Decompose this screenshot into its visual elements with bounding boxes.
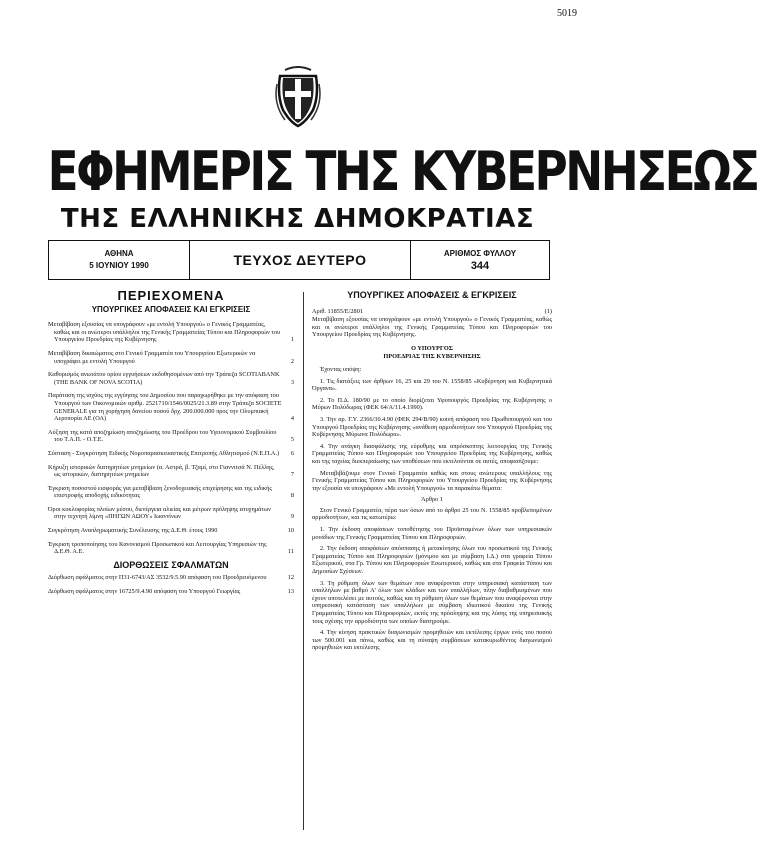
recital-paragraph: 1. Τις διατάξεις των άρθρων 16, 25 και 29 του Ν. 1558/85 «Κυβέρνηση και Κυβερνητικά Όργανα». bbox=[312, 377, 552, 393]
contents-item-text: Κήρυξη ιστορικών διατηρητέων μνημείων (α. Αστρά, β. Τζαμί, στο Γιαννιτσά Ν. Πέλλης, ως ιστορικών, διατηρητέων μνημείων bbox=[48, 463, 275, 479]
contents-item bbox=[48, 485, 294, 500]
recital-paragraph: 2. Το Π.Δ. 180/90 με το οποίο διορίζεται Υφυπουργός Προεδρίας της Κυβέρνησης ο Μύρων Πολύδωρας (ΦΕΚ 64/Α/11.4.1990). bbox=[312, 396, 552, 412]
article-heading: Άρθρο 1 bbox=[421, 496, 443, 504]
contents-title: ΠΕΡΙΕΧΟΜΕΝΑ bbox=[117, 288, 225, 303]
recital-paragraph: 4. Την ανάγκη διασφάλισης της εύρυθμης και απρόσκοπτης λειτουργίας της Γενικής Γραμματείας Τύπου και Πληροφοριών του Υπουργείου Προεδρίας της Κυβέρνησης, καθώς και της ταχείας διεκπεραίωσης των υποθέσεων που εκτελούνται σε αυτές, αποφασίζουμε: bbox=[312, 442, 552, 465]
contents-item bbox=[48, 574, 294, 582]
contents-item-page: 12 bbox=[287, 574, 294, 582]
contents-item bbox=[48, 464, 294, 479]
reference-number: Αριθ. 11855/Ε/2801 bbox=[312, 307, 363, 315]
decisions-column bbox=[312, 292, 552, 656]
contents-section-heading: ΥΠΟΥΡΓΙΚΕΣ ΑΠΟΦΑΣΕΙΣ ΚΑΙ ΕΓΚΡΙΣΕΙΣ bbox=[91, 304, 251, 314]
contents-item-page: 6 bbox=[290, 449, 294, 457]
contents-item-page: 7 bbox=[290, 471, 294, 479]
issue-info-bar bbox=[48, 240, 550, 280]
contents-item-text: Μεταβίβαση δικαιώματος στο Γενικό Γραμματέα του Υπουργείου Εξωτερικών να υπογράφει με εντολή Υπουργού bbox=[48, 349, 256, 365]
contents-item-text: Όροι κυκλοφορίας πλοίων μέσου, διενέργεια αλιείας και μέτρων πρόληψης ατυχημάτων στην τεχνητή λίμνη «ΠΗΓΩΝ ΑΩΟΥ» Ιωαννίνων bbox=[48, 505, 271, 521]
contents-item-page: 1 bbox=[290, 336, 294, 344]
contents-item bbox=[48, 527, 294, 535]
contents-item-text: Μεταβίβαση εξουσίας να υπογράφουν «με εντολή Υπουργού» ο Γενικός Γραμματέας, καθώς και οι ανώτεροι υπάλληλοι της Γενικής Γραμματείας Τύπου και Πληροφοριών του Υπουργείου Προεδρίας της Κυβέρνησης bbox=[48, 321, 281, 344]
considering-label: Έχοντας υπόψη: bbox=[320, 365, 362, 373]
contents-item bbox=[48, 350, 294, 365]
decision-reference bbox=[312, 308, 552, 316]
contents-item-text: Έγκριση τροποποίησης του Κανονισμού Προσωπικού και Λειτουργίας Υπηρεσιών της Δ.Ε.Θ. Α.Ε. bbox=[48, 540, 267, 556]
contents-item-text: Διόρθωση σφάλματος στην 16725/9.4.90 απόφαση του Υπουργού Γεωργίας bbox=[48, 588, 241, 596]
issue-series-cell bbox=[190, 241, 411, 279]
contents-item-text: Έγκριση ποσοστού εισφοράς για μεταβίβαση ξενοδοχειακής επιχείρησης και της ειδικής επιστροφής αποδοχής ειδικότητας bbox=[48, 484, 272, 500]
gazette-subtitle: ΤΗΣ ΕΛΛΗΝΙΚΗΣ ΔΗΜΟΚΡΑΤΙΑΣ bbox=[60, 204, 535, 234]
contents-item-page: 5 bbox=[290, 436, 294, 444]
sheet-number: 344 bbox=[470, 260, 490, 272]
contents-item-page: 10 bbox=[287, 527, 294, 535]
issue-date: 5 ΙΟΥΝΙΟΥ 1990 bbox=[89, 261, 149, 270]
contents-item bbox=[48, 321, 294, 344]
city: ΑΘΗΝΑ bbox=[104, 249, 134, 258]
contents-item bbox=[48, 506, 294, 521]
contents-item bbox=[48, 371, 294, 386]
recital-paragraph: Μεταβιβάζουμε στον Γενικό Γραμματέα καθώς και στους ανώτερους υπαλλήλους της Γενικής Γραμματείας Τύπου και Πληροφοριών του Υπουργείου Προεδρίας της Κυβέρνησης την εξουσία να υπογράφουν «Με εντολή Υπουργού» τα παρακάτω θέματα: bbox=[312, 469, 552, 492]
page-number: 5019 bbox=[557, 8, 577, 19]
column-divider bbox=[303, 292, 304, 830]
place-date-cell bbox=[49, 241, 190, 279]
sheet-label: ΑΡΙΘΜΟΣ ΦΥΛΛΟΥ bbox=[443, 249, 517, 258]
contents-item bbox=[48, 450, 294, 458]
coat-of-arms-icon bbox=[273, 64, 323, 128]
contents-item-text: Καθορισμός ανωτάτου ορίου εγγυήσεων εκδοθησομένων από την Τράπεζα SCOTIABANK (THE BANK OF NOVA SCOTIA) bbox=[48, 371, 280, 386]
article-paragraph: 3. Τη ρύθμιση όλων των θεμάτων που αναφέρονται στην υπηρεσιακή κατάσταση των υπαλλήλων με βαθμό Α' όλων των κλάδων και των υπαλλήλων, πλην διαβαθμισμένων που έχουν αποτελέσει με αυτούς, καθώς και τη ρύθμιση όλων των θεμάτων που αναφέρονται στην υπηρεσιακή κατάσταση των υπαλλήλων με σύμβαση ιδιωτικού δικαίου της Γενικής Γραμματείας Τύπου και Πληροφοριών, εκτός της πρόσληψης και της λύσης της υπηρεσιακής τους σχέσης την αρμοδιότητα των οποίων διατηρούμε. bbox=[312, 579, 552, 625]
reference-index: (1) bbox=[544, 307, 552, 315]
contents-item-text: Παράταση της ισχύος της εγγύησης του Δημοσίου που παραχωρήθηκε με την απόφαση του Υπουργού των Οικονομικών αριθμ. 2521710/1546/0025/21.3.89 στην Τράπεζα SOCIETE GENERALE για τη χορήγηση δανείου ποσού δρχ. 200.000.000 προς την Ολυμπιακή Αεροπορία ΑΕ (ΟΑ) bbox=[48, 392, 282, 423]
contents-list bbox=[48, 321, 294, 556]
ministry-heading: Ο ΥΠΟΥΡΓΟΣ ΠΡΟΕΔΡΙΑΣ ΤΗΣ ΚΥΒΕΡΝΗΣΗΣ bbox=[383, 344, 481, 360]
contents-item-page: 13 bbox=[287, 588, 294, 596]
sheet-number-cell bbox=[411, 241, 549, 279]
recital-paragraph: 3. Την αρ. Γ.Υ. 2366/30.4.90 (ΦΕΚ 294/Β/90) κοινή απόφαση του Πρωθυπουργού και του Υπουργού Προεδρίας της Κυβέρνησης «ανάθεση αρμοδιοτήτων του Υπουργού Προεδρίας της Κυβέρνησης Μύρωνα Πολύδωρα». bbox=[312, 415, 552, 439]
contents-item-page: 11 bbox=[287, 548, 294, 556]
contents-item-text: Διόρθωση σφάλματος στην Π31-6743/ΑΣ 3532/9.5.90 απόφαση του Προεδρευόμενου bbox=[48, 574, 267, 582]
corrections-list bbox=[48, 574, 294, 595]
article-paragraph: 1. Την έκδοση αποφάσεων τοποθέτησης του Προϊσταμένων όλων των υπηρεσιακών μονάδων της Γενικής Γραμματείας Τύπου και Πληροφοριών. bbox=[312, 526, 552, 541]
contents-item-text: Αύξηση της κατά αποζημίωση αποζημίωσης του Προέδρου του Υγειονομικού Συμβουλίου του Τ.Α.Π. - Ο.Τ.Ε. bbox=[48, 428, 277, 444]
issue-series: ΤΕΥΧΟΣ ΔΕΥΤΕΡΟ bbox=[233, 252, 367, 268]
contents-item bbox=[48, 541, 294, 556]
recitals bbox=[312, 378, 552, 493]
gazette-title: ΕΦΗΜΕΡΙΣ ΤΗΣ ΚΥΒΕΡΝΗΣΕΩΣ bbox=[47, 140, 758, 203]
contents-column bbox=[48, 288, 294, 602]
contents-item-text: Συγκρότηση Αναπληρωματικής Συνέλευσης της Δ.Ε.Θ. έτους 1990 bbox=[48, 527, 218, 535]
decisions-heading: ΥΠΟΥΡΓΙΚΕΣ ΑΠΟΦΑΣΕΙΣ & ΕΓΚΡΙΣΕΙΣ bbox=[347, 290, 517, 300]
article-paragraph: 4. Την κίνηση πρακτικών διαγωνισμών προμηθειών και εκτέλεσης έργων ενός του ποσού των 500.001 και πάνω, καθώς και τη σύναψη συμβάσεων κατακυρωθέντος διαγωνισμού προμηθειών και εκτέλεσης bbox=[312, 629, 552, 652]
contents-item-page: 3 bbox=[290, 378, 294, 386]
contents-item bbox=[48, 392, 294, 422]
contents-item-page: 9 bbox=[290, 513, 294, 521]
article-text bbox=[312, 507, 552, 652]
corrections-title: ΔΙΟΡΘΩΣΕΙΣ ΣΦΑΛΜΑΤΩΝ bbox=[113, 559, 229, 570]
contents-item-page: 8 bbox=[290, 492, 294, 500]
article-paragraph: 2. Την έκδοση αποφάσεων απόσπασης ή μετακίνησης όλων του προσωπικού της Γενικής Γραμματείας Τύπου και Πληροφοριών (μόνιμου και με σύμβαση Ι.Δ.) στα γραφεία Τύπου Εξωτερικού, στα Γρ. Τύπου και Πληροφοριών Εσωτερικού, καθώς και στα Γραφεία Τύπου και Δημοσίων Σχέσεων. bbox=[312, 545, 552, 576]
contents-item-text: Σύσταση - Συγκρότηση Ειδικής Νομοπαρασκευαστικής Επιτροπής Αθλητισμού (Ν.Ε.Π.Α.) bbox=[48, 449, 280, 457]
decision-intro: Μεταβίβαση εξουσίας να υπογράφουν «με εντολή Υπουργού» ο Γενικός Γραμματέας, καθώς και οι ανώτεροι υπάλληλοι της Γενικής Γραμματείας Τύπου και Πληροφοριών του Υπουργείου Προεδρίας της Κυβέρνησης. bbox=[312, 316, 552, 339]
contents-item bbox=[48, 588, 294, 596]
contents-item-page: 2 bbox=[290, 357, 294, 365]
contents-item-page: 4 bbox=[290, 415, 294, 423]
contents-item bbox=[48, 429, 294, 444]
article-paragraph: Στον Γενικό Γραμματέα, πέρα των όσων από το άρθρο 25 του Ν. 1558/85 προβλεπομένων αρμοδιοτήτων, και τις κατωτέρω: bbox=[312, 506, 552, 522]
